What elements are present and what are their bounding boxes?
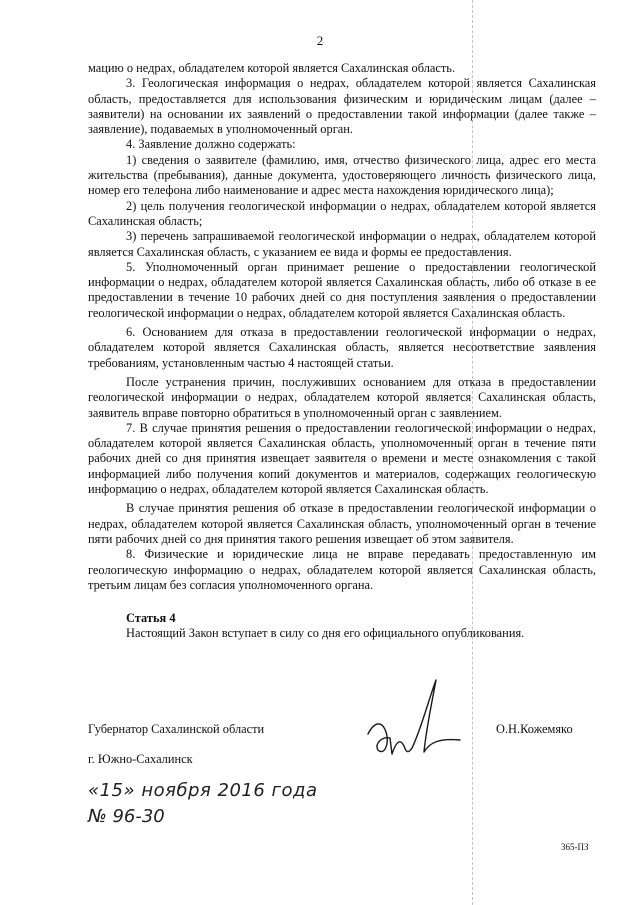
signatory-name: О.Н.Кожемяко — [496, 722, 573, 736]
handwritten-signature — [360, 672, 470, 768]
signing-city: г. Южно-Сахалинск — [88, 752, 193, 766]
paragraph-clause-8: 8. Физические и юридические лица не вправе передавать предоставленную им геологическую информацию о недрах, обладателем которой является Сахалинская область, третьим лицам без согласия уполномоченного органа. — [88, 547, 596, 592]
paragraph-item-1: 1) сведения о заявителе (фамилию, имя, отчество физического лица, адрес его места жительства (пребывания), данные документа, удостоверяющего личность физического лица, номер его телефона либо наименование и адрес места нахождения юридического лица); — [88, 152, 596, 198]
paragraph-item-3: 3) перечень запрашиваемой геологической информации о недрах, обладателем которой является Сахалинская область, с указанием ее вида и формы ее предоставления. — [88, 229, 596, 259]
document-code: 365-ПЗ — [561, 842, 589, 852]
paragraph-clause-7: 7. В случае принятия решения о предоставлении геологической информации о недрах, обладателем которой является Сахалинская область, уполномоченный орган в течение пяти рабочих дней со дня принятия извещает заявителя о времени и месте ознакомления с такой информацией либо получения копий документов и материалов, содержащих геологическую информацию о недрах, обладателем которой является Сахалинская область. — [88, 420, 596, 497]
paragraph-clause-3: 3. Геологическая информация о недрах, обладателем которой является Сахалинская область, предоставляется для использования физическим и юридическим лицам (далее – заявители) на основании их заявлений о предоставлении такой информации (далее также – заявление), подаваемых в уполномоченный орган. — [88, 76, 596, 137]
paragraph-item-2: 2) цель получения геологической информации о недрах, обладателем которой является Сахалинская область; — [88, 198, 596, 228]
document-body — [88, 61, 596, 642]
paragraph-clause-7-cont: В случае принятия решения об отказе в предоставлении геологической информации о недрах, обладателем которой является Сахалинская область, уполномоченный орган в течение пяти рабочих дней со дня принятия такого решения извещает об этом заявителя. — [88, 501, 596, 546]
signatory-title: Губернатор Сахалинской области — [88, 722, 265, 736]
paragraph-clause-6-cont: После устранения причин, послуживших основанием для отказа в предоставлении геологической информации о недрах, обладателем которой является Сахалинская область, заявитель вправе повторно обратиться в уполномоченный орган с заявлением. — [88, 374, 596, 420]
paragraph-continuation: мацию о недрах, обладателем которой является Сахалинская область. — [88, 61, 456, 75]
handwritten-law-number: № 96-30 — [88, 806, 165, 827]
paragraph-clause-5: 5. Уполномоченный орган принимает решение о предоставлении геологической информации о недрах, обладателем которой является Сахалинская область, либо об отказе в ее предоставлении в течение 10 рабочих дней со дня поступления заявления о предоставлении геологической информации о недрах, обладателем которой является Сахалинская область. — [88, 259, 596, 320]
article-text: Настоящий Закон вступает в силу со дня его официального опубликования. — [126, 626, 525, 641]
page-number: 2 — [316, 33, 324, 48]
handwritten-date: «15» ноября 2016 года — [88, 780, 318, 801]
paragraph-clause-4: 4. Заявление должно содержать: — [126, 137, 296, 152]
article-heading: Статья 4 — [126, 611, 176, 626]
paragraph-clause-6: 6. Основанием для отказа в предоставлении геологической информации о недрах, обладателем которой является Сахалинская область, является несоответствие заявления требованиям, установленным частью 4 настоящей статьи. — [88, 325, 596, 370]
